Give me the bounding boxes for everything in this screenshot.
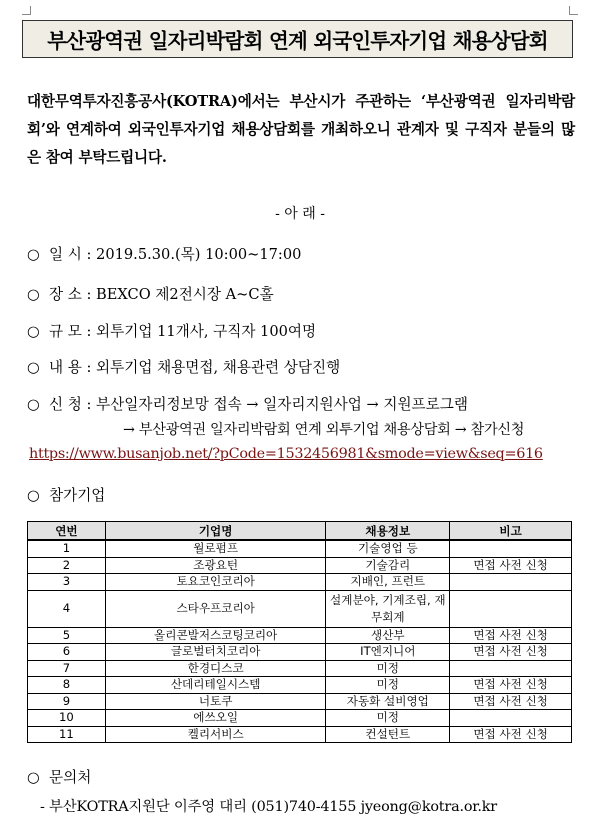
table-row (28, 627, 572, 644)
cell-no: 1 (28, 540, 106, 557)
cell-jobs: 생산부 (326, 627, 450, 644)
cell-company: 한경디스코 (105, 660, 326, 677)
companies-heading: 참가기업 (49, 487, 106, 504)
cell-jobs: 자동화 설비영업 (326, 693, 450, 710)
item-place: ○ 장 소 : BEXCO 제2전시장 A~C홀 (27, 286, 274, 303)
cell-jobs: 설계분야, 기계조립, 재무회계 (326, 590, 450, 627)
cell-company: 켈리서비스 (105, 726, 326, 743)
cell-jobs: IT엔지니어 (326, 644, 450, 661)
table-row (28, 574, 572, 591)
cell-note (450, 540, 572, 557)
table-row (28, 726, 572, 743)
header-company: 기업명 (105, 522, 326, 541)
cell-company: 에쓰오일 (105, 710, 326, 727)
cell-note (450, 574, 572, 591)
item-label: 신 청 (49, 396, 82, 413)
cell-no: 3 (28, 574, 106, 591)
table-row (28, 644, 572, 661)
item-value: 부산일자리정보망 접속 → 일자리지원사업 → 지원프로그램 (96, 396, 468, 413)
item-label: 내 용 (49, 359, 82, 376)
cell-no: 11 (28, 726, 106, 743)
header-note: 비고 (450, 522, 572, 541)
cell-no: 7 (28, 660, 106, 677)
cell-company: 조광요턴 (105, 557, 326, 574)
page-title: 부산광역권 일자리박람회 연계 외국인투자기업 채용상담회 (47, 29, 548, 53)
cell-company: 너토쿠 (105, 693, 326, 710)
apply-line-2: → 부산광역권 일자리박람회 연계 외투기업 채용상담회 → 참가신청 (123, 422, 525, 438)
table-row (28, 710, 572, 727)
cell-company: 올리콘발저스코팅코리아 (105, 627, 326, 644)
cell-company: 스타우프코리아 (105, 590, 326, 627)
cell-no: 9 (28, 693, 106, 710)
item-label: 장 소 (49, 286, 82, 303)
corner-mark-left (22, 6, 31, 15)
cell-note: 면접 사전 신청 (450, 557, 572, 574)
cell-jobs: 지배인, 프런트 (326, 574, 450, 591)
cell-jobs: 기술감리 (326, 557, 450, 574)
cell-company: 토요코인코리아 (105, 574, 326, 591)
table-row (28, 590, 572, 627)
bullet-icon: ○ (27, 323, 40, 340)
table-row (28, 660, 572, 677)
table-row (28, 677, 572, 694)
bullet-icon: ○ (27, 359, 40, 376)
cell-jobs: 미정 (326, 660, 450, 677)
table-row (28, 693, 572, 710)
item-value: BEXCO 제2전시장 A~C홀 (96, 286, 274, 303)
bullet-icon: ○ (27, 769, 40, 786)
cell-note (450, 710, 572, 727)
cell-no: 6 (28, 644, 106, 661)
intro-paragraph: 대한무역투자진흥공사(KOTRA)에서는 부산시가 주관하는 ‘부산광역권 일자리박람회’와 연계하여 외국인투자기업 채용상담회를 개최하오니 관계자 및 구직자 분들의 많은 참여 부탁드립니다. (27, 93, 575, 166)
item-label: 규 모 (49, 323, 82, 340)
companies-table (27, 521, 572, 743)
cell-note (450, 590, 572, 627)
table-header-row (28, 522, 572, 541)
item-label: 일 시 (49, 246, 82, 263)
header-no: 연번 (28, 522, 106, 541)
bullet-icon: ○ (27, 396, 40, 413)
item-scale: ○ 규 모 : 외투기업 11개사, 구직자 100여명 (27, 323, 317, 340)
contact-heading: 문의처 (49, 769, 92, 786)
companies-heading-row (27, 484, 105, 505)
cell-company: 글로벌터치코리아 (105, 644, 326, 661)
bullet-icon: ○ (27, 487, 40, 504)
cell-jobs: 미정 (326, 710, 450, 727)
contact-heading-row (27, 766, 91, 787)
cell-no: 5 (28, 627, 106, 644)
cell-note: 면접 사전 신청 (450, 726, 572, 743)
table-row (28, 557, 572, 574)
cell-company: 산데리테일시스템 (105, 677, 326, 694)
cell-note: 면접 사전 신청 (450, 627, 572, 644)
item-content: ○ 내 용 : 외투기업 채용면접, 채용관련 상담진행 (27, 359, 341, 376)
header-jobs: 채용정보 (326, 522, 450, 541)
cell-note: 면접 사전 신청 (450, 693, 572, 710)
notice-label: - 아 래 - (275, 206, 325, 222)
corner-mark-right (569, 6, 578, 15)
cell-jobs: 기술영업 등 (326, 540, 450, 557)
table-row (28, 540, 572, 557)
cell-company: 월로펌프 (105, 540, 326, 557)
cell-note (450, 660, 572, 677)
bullet-icon: ○ (27, 286, 40, 303)
cell-note: 면접 사전 신청 (450, 644, 572, 661)
cell-no: 2 (28, 557, 106, 574)
cell-jobs: 미정 (326, 677, 450, 694)
item-value: 외투기업 채용면접, 채용관련 상담진행 (96, 359, 341, 376)
cell-no: 8 (28, 677, 106, 694)
cell-jobs: 컨설턴트 (326, 726, 450, 743)
apply-link[interactable]: https://www.busanjob.net/?pCode=1532456981&smode=view&seq=616 (29, 446, 543, 462)
cell-no: 10 (28, 710, 106, 727)
item-value: 2019.5.30.(목) 10:00~17:00 (96, 246, 302, 263)
bullet-icon: ○ (27, 246, 40, 263)
contact-info: - 부산KOTRA지원단 이주영 대리 (051)740-4155 jyeong@kotra.or.kr (40, 799, 497, 815)
cell-no: 4 (28, 590, 106, 627)
item-apply: ○ 신 청 : 부산일자리정보망 접속 → 일자리지원사업 → 지원프로그램 (27, 396, 468, 413)
cell-note: 면접 사전 신청 (450, 677, 572, 694)
title-box (22, 20, 573, 58)
item-value: 외투기업 11개사, 구직자 100여명 (96, 323, 317, 340)
item-date: ○ 일 시 : 2019.5.30.(목) 10:00~17:00 (27, 246, 302, 263)
